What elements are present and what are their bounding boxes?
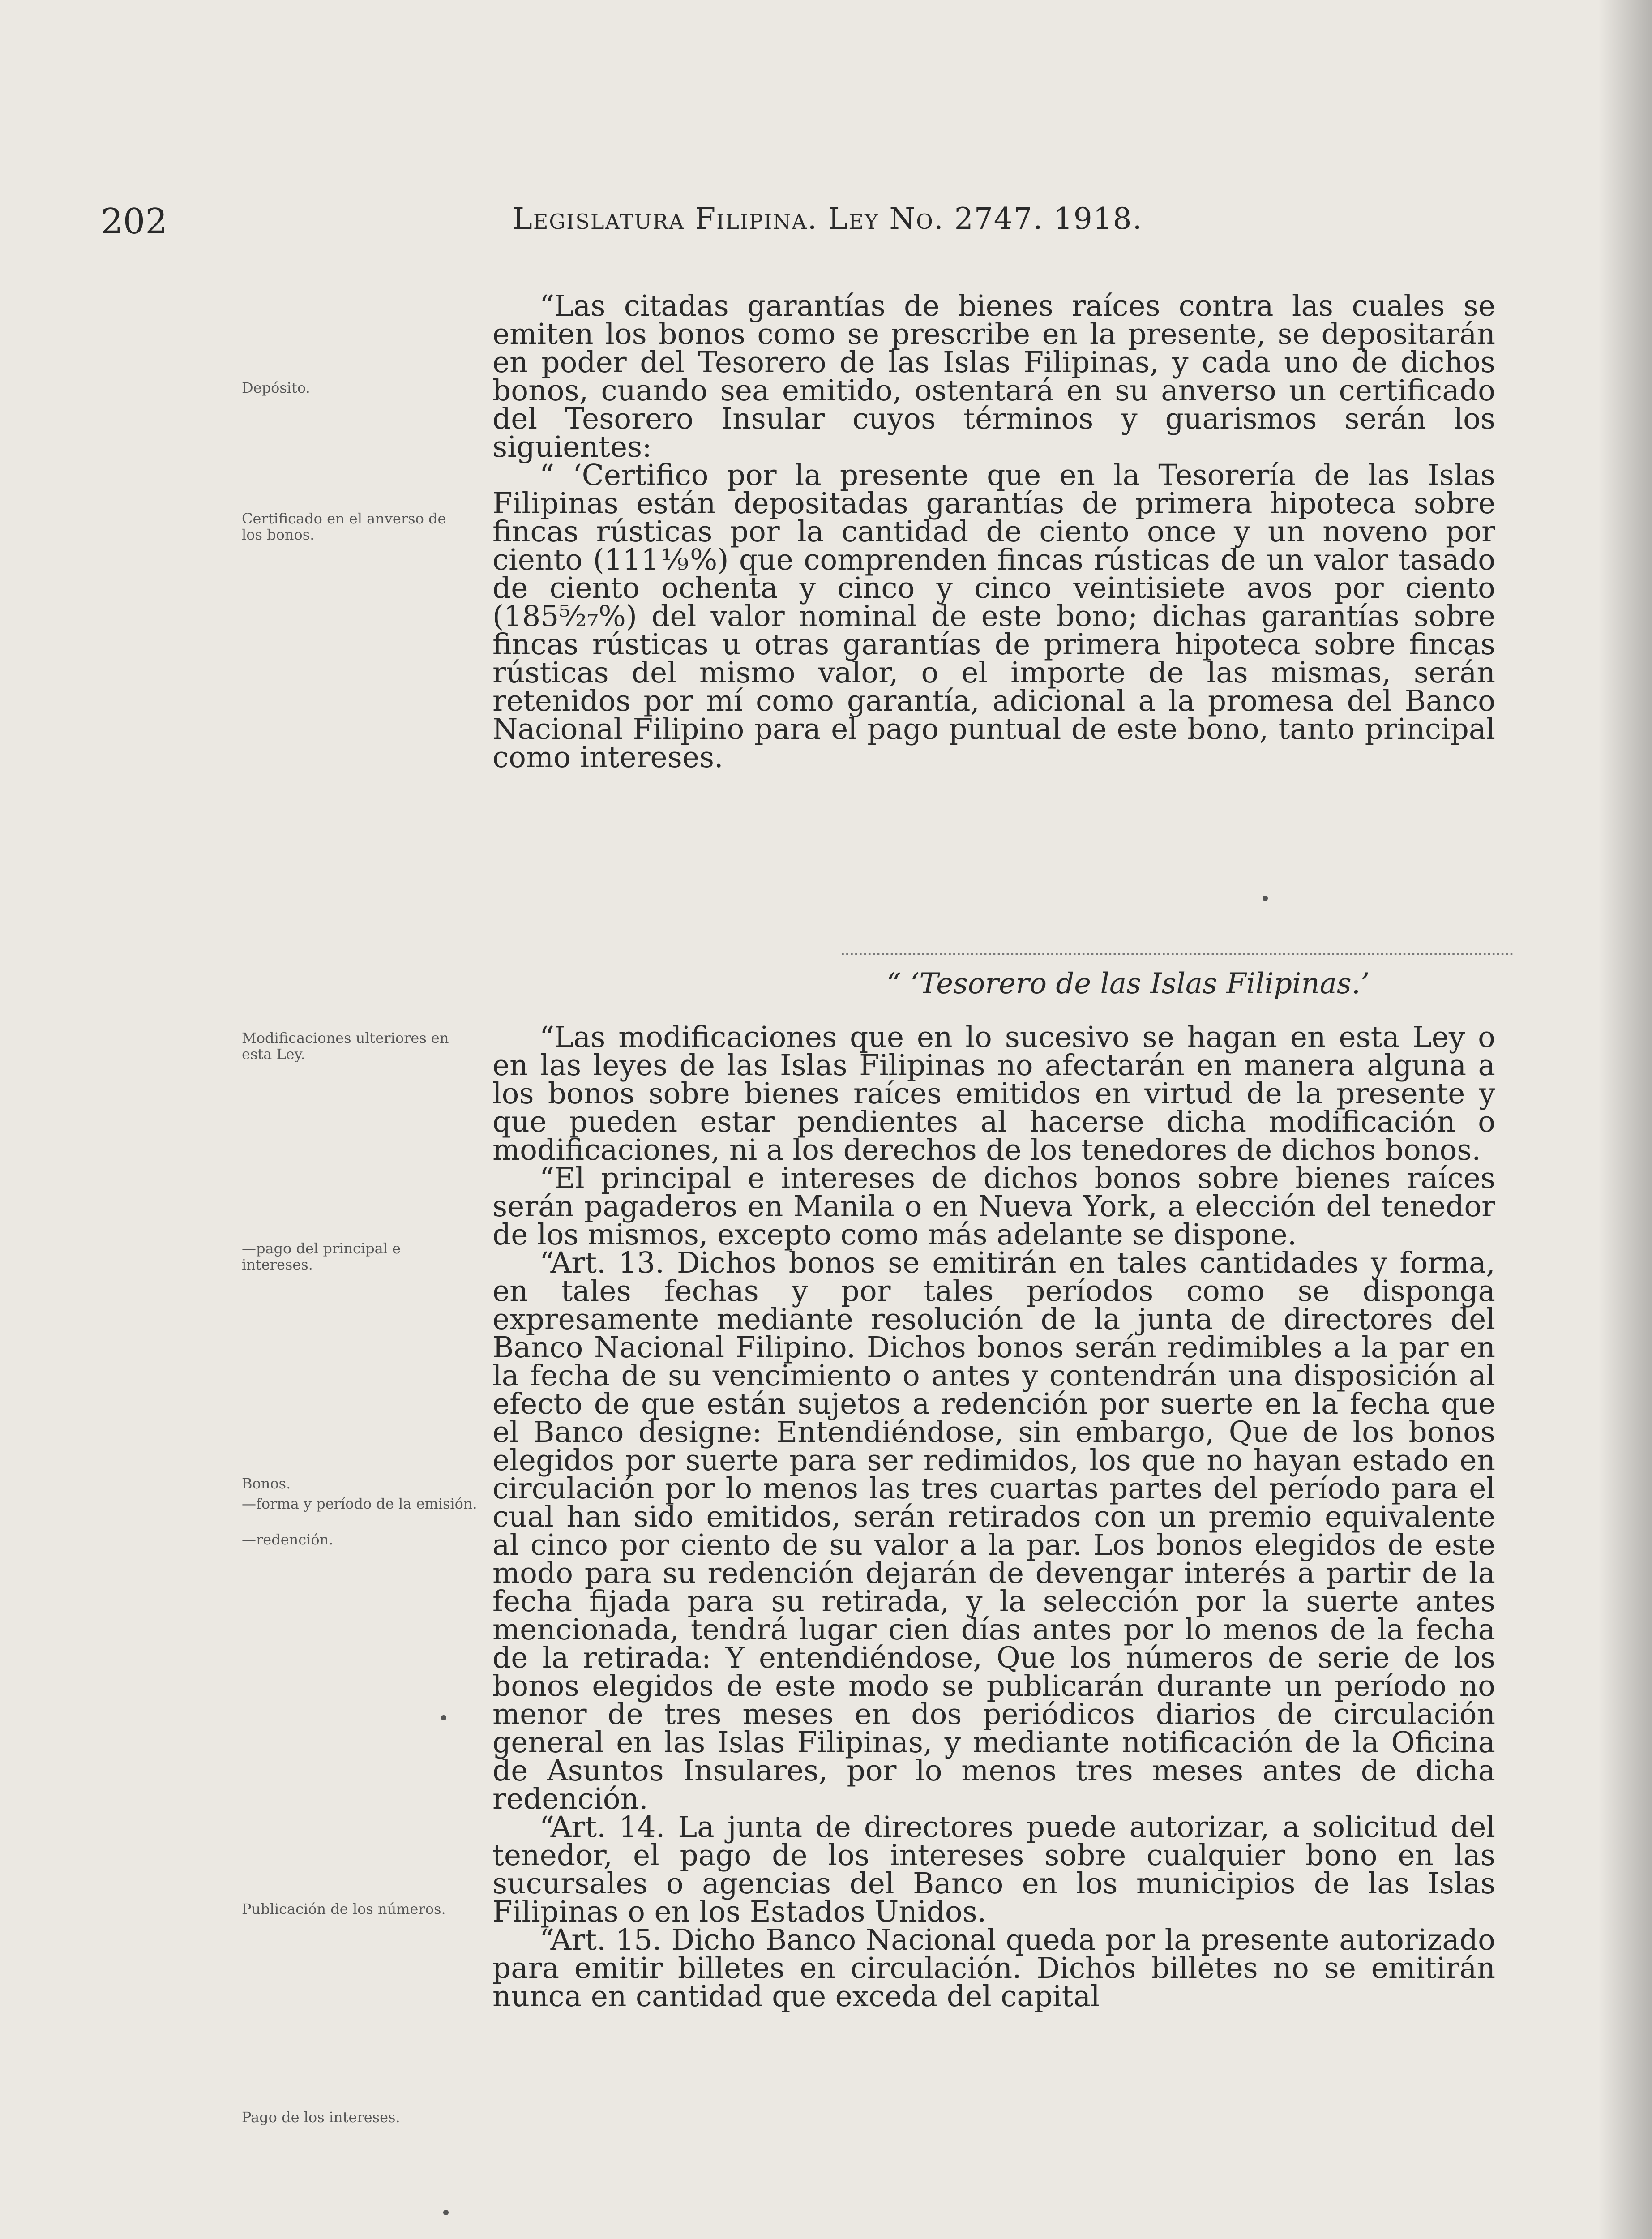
paragraph-certificado: “ ‘Certifico por la presente que en la Tesorería de las Islas Filipinas están depositadas garantías de primera hipoteca sobre fincas rústicas por la cantidad de ciento once y un noveno por ciento (111⅑%) que comprenden fincas rústicas de un valor tasado de ciento ochenta y cinco y cinco veintisiete avos por ciento (185⁵⁄₂₇%) del valor nominal de este bono; dichas garantías sobre fincas rústicas u otras garantías de primera hipoteca sobre fincas rústicas del mismo valor, o el importe de las mismas, serán retenidos por mí como garantía, adicional a la promesa del Banco Nacional Filipino para el pago puntual de este bono, tanto principal como intereses. [492,459,1495,774]
page-number: 202 [101,202,167,242]
margin-note-forma-periodo: —forma y período de la emisión. [242,1495,477,1512]
margin-note-redencion: —redención. [242,1531,334,1548]
margin-note-bonos: Bonos. [242,1475,291,1492]
ink-mark [441,1715,446,1720]
paragraph-garantias: “Las citadas garantías de bienes raíces contra las cuales se emiten los bonos como se prescribe en la presente, se depositarán en poder del Tesorero de las Islas Filipinas, y cada uno de dichos bonos, cuando sea emitido, ostentará en su anverso un certificado del Tesorero Insular cuyos términos y guarismos serán los siguientes: [492,289,1495,464]
margin-note-publicacion: Publicación de los números. [242,1900,446,1917]
paragraph-modificaciones: “Las modificaciones que en lo sucesivo se hagan en esta Ley o en las leyes de las Islas Filipinas no afectarán en manera alguna a los bonos sobre bienes raíces emitidos en virtud de la presente y que pueden estar pendientes al hacerse dicha modificación o modificaciones, ni a los derechos de los tenedores de dichos bonos. [492,1021,1495,1167]
margin-note-deposito: Depósito. [242,379,310,396]
paragraph-art-14: “Art. 14. La junta de directores puede autorizar, a solicitud del tenedor, el pago de los intereses sobre cualquier bono en las sucursales o agencias del Banco en los municipios de las Islas Filipinas o en los Estados Unidos. [492,1810,1495,1929]
running-head: Legislatura Filipina. Ley No. 2747. 1918. [513,202,1143,236]
text-block-top [492,289,1495,774]
paragraph-art-13: “Art. 13. Dichos bonos se emitirán en tales cantidades y forma, en tales fechas y por tales períodos como se disponga expresamente mediante resolución de la junta de directores del Banco Nacional Filipino. Dichos bonos serán redimibles a la par en la fecha de su vencimiento o antes y contendrán una disposición al efecto de que están sujetos a redención por suerte en la fecha que el Banco designe: Entendiéndose, sin embargo, Que de los bonos elegidos por suerte para ser redimidos, los que no hayan estado en circulación por lo menos las tres cuartas partes del período para el cual han sido emitidos, serán retirados con un premio equivalente al cinco por ciento de su valor a la par. Los bonos elegidos de este modo para su redención dejarán de devengar interés a partir de la fecha fijada para su retirada, y la selección por la suerte antes mencionada, tendrá lugar cien días antes por lo menos de la fecha de la retirada: Y entendiéndose, Que los números de serie de los bonos elegidos de este modo se publicarán durante un período no menor de tres meses en dos periódicos diarios de circulación general en las Islas Filipinas, y mediante notificación de la Oficina de Asuntos Insulares, por lo menos tres meses antes de dicha redención. [492,1246,1495,1816]
margin-note-pago-intereses: Pago de los intereses. [242,2109,400,2126]
signature-rule [842,953,1513,955]
margin-note-modificaciones: Modificaciones ulteriores en esta Ley. [242,1029,449,1063]
ink-mark [1263,896,1268,901]
page-edge-shadow [1598,0,1652,2239]
text-block-bottom [492,1023,1495,2011]
ink-mark [443,2210,449,2215]
margin-note-pago-principal: —pago del principal e intereses. [242,1240,401,1273]
signature-line: “ ‘Tesorero de las Islas Filipinas.’ [886,967,1370,1000]
paragraph-pago-principal: “El principal e intereses de dichos bonos sobre bienes raíces serán pagaderos en Manila o en Nueva York, a elección del tenedor de los mismos, excepto como más adelante se dispone. [492,1162,1495,1252]
page-header [0,202,1652,255]
margin-note-certificado: Certificado en el anverso de los bonos. [242,510,446,543]
paragraph-art-15: “Art. 15. Dicho Banco Nacional queda por la presente autorizado para emitir billetes en circulación. Dichos billetes no se emitirán nunca en cantidad que exceda del capital [492,1923,1495,2013]
